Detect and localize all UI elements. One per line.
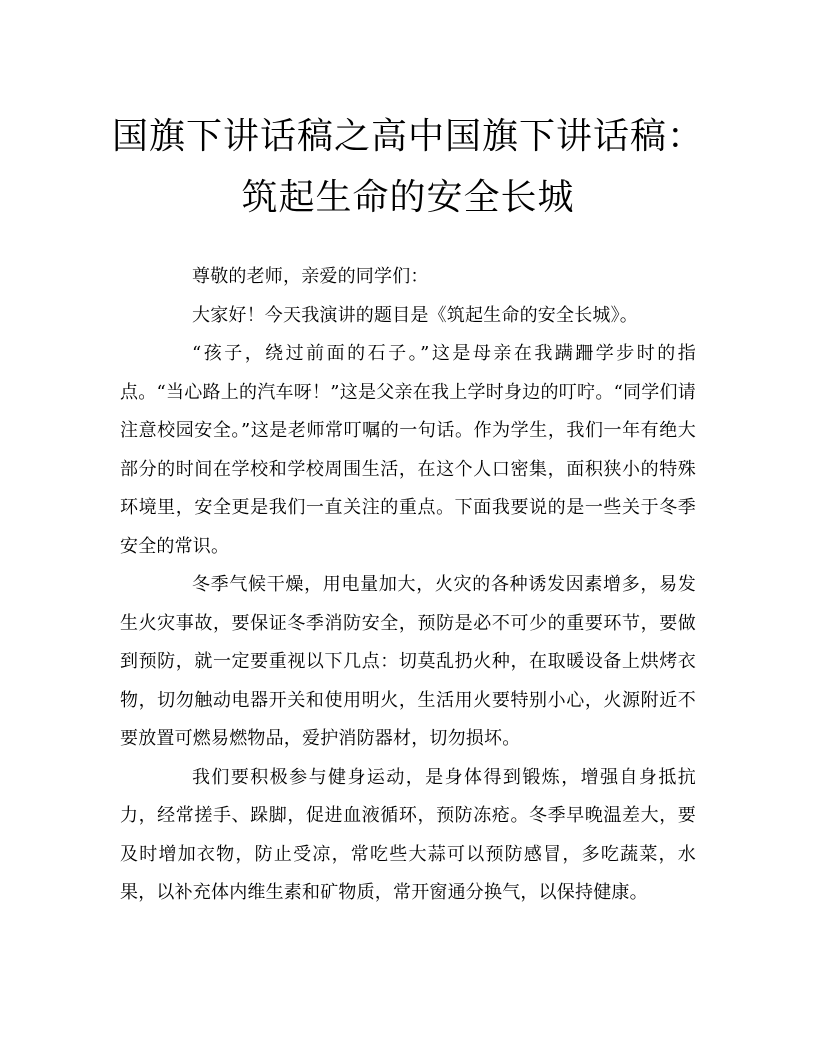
document-body — [120, 258, 696, 913]
greeting-line: 尊敬的老师，亲爱的同学们： — [192, 266, 429, 287]
paragraph-2: 冬季气候干燥，用电量加大，火灾的各种诱发因素增多，易发生火灾事故，要保证冬季消防安全，预防是必不可少的重要环节，要做到预防，就一定要重视以下几点：切莫乱扔火种，在取暖设备上烘烤衣物，切勿触动电器开关和使用明火，生活用火要特别小心，火源附近不要放置可燃易燃物品，爱护消防器材，切勿损坏。 — [120, 574, 696, 749]
document-title: 国旗下讲话稿之高中国旗下讲话稿：筑起生命的安全长城 — [111, 116, 704, 218]
paragraph-1: “孩子，绕过前面的石子。”这是母亲在我蹒跚学步时的指点。“当心路上的汽车呀！”这是父亲在我上学时身边的叮咛。“同学们请注意校园安全。”这是老师常叮嘱的一句话。作为学生，我们一年有绝大部分的时间在学校和学校周围生活，在这个人口密集，面积狭小的特殊环境里，安全更是我们一直关注的重点。下面我要说的是一些关于冬季安全的常识。 — [120, 343, 696, 557]
paragraph-3: 我们要积极参与健身运动，是身体得到锻炼，增强自身抵抗力，经常搓手、跺脚，促进血液循环，预防冻疮。冬季早晚温差大，要及时增加衣物，防止受凉，常吃些大蒜可以预防感冒，多吃蔬菜，水果，以补充体内维生素和矿物质，常开窗通分换气，以保持健康。 — [120, 766, 696, 903]
opening-line: 大家好！今天我演讲的题目是《筑起生命的安全长城》。 — [192, 304, 638, 326]
